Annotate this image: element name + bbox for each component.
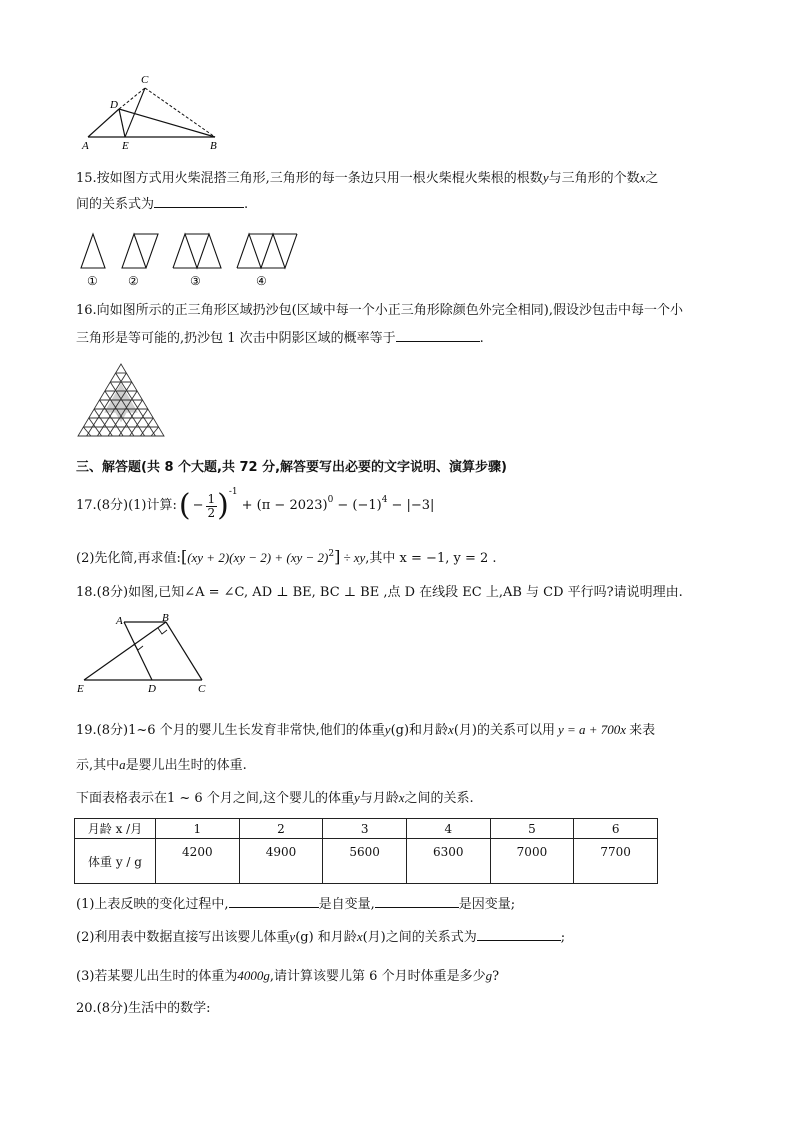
label-A: A — [116, 615, 123, 627]
q15-line2: 间的关系式为 . — [76, 193, 248, 214]
q19-relation-blank[interactable] — [477, 926, 561, 941]
label-B: B — [210, 140, 217, 152]
q19-independent-blank[interactable] — [229, 893, 319, 908]
q19-line1: 19.(8分)1~6 个月的婴儿生长发育非常快,他们的体重y(g)和月龄x(月)的关系可以用 y = a + 700x 来表 — [76, 722, 656, 738]
q15-answer-blank[interactable] — [154, 193, 244, 208]
table-cell: 4 — [406, 819, 490, 839]
fig-label-2: ② — [128, 274, 139, 288]
fig-label-1: ① — [87, 274, 98, 288]
triangle-grid-figure — [76, 360, 166, 438]
q17-part2: (2)先化简,再求值:[(xy + 2)(xy − 2) + (xy − 2)$^2$] ÷ xy,其中 x = −1, y = 2 . — [76, 547, 497, 566]
fold-triangle-figure — [78, 70, 228, 152]
matchstick-triangles-figure — [76, 228, 306, 290]
weight-age-table — [74, 818, 658, 884]
label-D: D — [148, 683, 156, 695]
table-cell: 6300 — [406, 839, 490, 884]
table-cell: 4900 — [239, 839, 323, 884]
table-cell: 5 — [490, 819, 574, 839]
fig-label-4: ④ — [256, 274, 267, 288]
q19-sub3: (3)若某婴儿出生时的体重为4000g,请计算该婴儿第 6 个月时体重是多少g? — [76, 968, 500, 984]
table-header-weight: 体重 y / g — [75, 839, 156, 884]
q16-answer-blank[interactable] — [396, 327, 480, 342]
q16-line1: 16.向如图所示的正三角形区域扔沙包(区域中每一个小正三角形除颜色外完全相同),假设沙包击中每一个小 — [76, 303, 683, 318]
q19-sub2: (2)利用表中数据直接写出该婴儿体重y(g) 和月龄x(月)之间的关系式为 ; — [76, 926, 565, 947]
fraction: $\frac{1}{2}$ — [207, 491, 216, 520]
table-cell: 4200 — [156, 839, 240, 884]
table-cell: 2 — [239, 819, 323, 839]
q15-line1: 15.按如图方式用火柴混搭三角形,三角形的每一条边只用一根火柴棍火柴根的根数y与三角形的个数x之 — [76, 170, 659, 186]
label-E: E — [77, 683, 84, 695]
q19-dependent-blank[interactable] — [375, 893, 459, 908]
label-D: D — [110, 99, 118, 111]
fig-label-3: ③ — [190, 274, 201, 288]
table-header-age: 月龄 x /月 — [75, 819, 156, 839]
table-cell: 1 — [156, 819, 240, 839]
q19-sub1: (1)上表反映的变化过程中, 是自变量, 是因变量; — [76, 893, 515, 914]
table-cell: 7000 — [490, 839, 574, 884]
q19-line2: 示,其中a是婴儿出生时的体重. — [76, 757, 247, 773]
table-cell: 6 — [574, 819, 658, 839]
table-cell: 7700 — [574, 839, 658, 884]
label-E: E — [122, 140, 129, 152]
label-C: C — [198, 683, 206, 695]
q19-line3: 下面表格表示在1 ~ 6 个月之间,这个婴儿的体重y与月龄x之间的关系. — [76, 790, 474, 806]
trapezoid-figure — [74, 612, 214, 696]
q18-text: 18.(8分)如图,已知∠A = ∠C, AD ⊥ BE, BC ⊥ BE ,点 D 在线段 EC 上,AB 与 CD 平行吗?请说明理由. — [76, 585, 683, 600]
section-3-heading: 三、解答题(共 8 个大题,共 72 分,解答要写出必要的文字说明、演算步骤) — [76, 460, 507, 475]
q20-text: 20.(8分)生活中的数学: — [76, 1001, 211, 1016]
table-cell: 3 — [323, 819, 407, 839]
paren-expression: ( − $\frac{1}{2}$ ) -1 — [178, 487, 238, 523]
label-C: C — [141, 74, 149, 86]
table-row — [75, 819, 658, 839]
table-cell: 5600 — [323, 839, 407, 884]
table-row — [75, 839, 658, 884]
label-B: B — [162, 612, 169, 624]
q16-line2: 三角形是等可能的,扔沙包 1 次击中阴影区域的概率等于 . — [76, 327, 484, 348]
label-A: A — [82, 140, 89, 152]
q17-part1: 17.(8分)(1)计算: ( − $\frac{1}{2}$ ) -1 + (π − 2023) 0 − (−1) 4 − |−3| — [76, 487, 435, 523]
